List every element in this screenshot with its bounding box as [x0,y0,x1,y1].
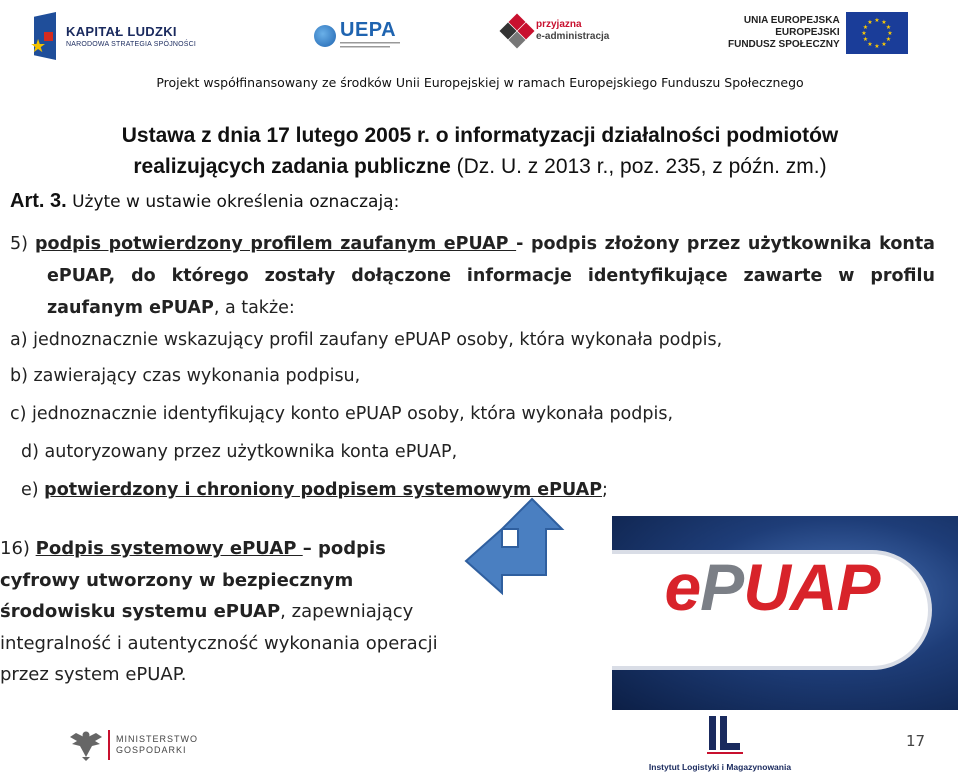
uepa-globe-icon [314,25,336,47]
item-e-suffix: ; [602,480,608,500]
ilim-name: Instytut Logistyki i Magazynowania [648,762,792,772]
arrow-up-left-icon [462,497,566,601]
list-item: a) jednoznacznie wskazujący profil zaufany ePUAP osoby, która wykonała podpis, [10,330,723,350]
def5-number: 5) [10,234,36,254]
uepa-title: UEPA [340,19,397,41]
kapital-ludzki-logo [30,10,196,62]
svg-text:★: ★ [885,36,891,43]
svg-text:★: ★ [862,24,868,31]
item-e-text: potwierdzony i chroniony podpisem systemowym ePUAP [44,480,603,500]
def5-term: podpis potwierdzony profilem zaufanym ePUAP [35,234,517,254]
uepa-logo [314,20,410,52]
kapital-ludzki-title: KAPITAŁ LUDZKI [66,24,177,39]
svg-text:★: ★ [880,41,887,48]
ue-line3: FUNDUSZ SPOŁECZNY [728,39,840,50]
svg-text:★: ★ [880,19,887,26]
list-item: b) zawierający czas wykonania podpisu, [10,366,361,386]
ministerstwo-gospodarki-logo [68,727,198,763]
svg-text:★: ★ [866,19,873,26]
svg-text:★: ★ [860,30,867,37]
eu-social-fund-logo [728,12,908,54]
def16-number: 16) [0,538,36,559]
pea-line1: przyjazna [536,19,582,30]
list-item: c) jednoznacznie identyfikujący konto ePUAP osoby, która wykonała podpis, [10,404,674,424]
mg-line2: GOSPODARKI [116,745,187,755]
def16-tail: , zapewniający integralność i autentyczność wykonania operacji przez system ePUAP. [0,601,438,685]
definition-16 [0,533,465,691]
def16-term: Podpis systemowy ePUAP [35,538,303,559]
diamond-cluster-icon [502,16,532,46]
przyjazna-e-administracja-logo [502,16,609,46]
svg-text:★: ★ [873,17,880,24]
epuap-logo-text: ePUAP [664,550,880,624]
article-text: Użyte w ustawie określenia oznaczają: [66,192,400,212]
list-item: d) autoryzowany przez użytkownika konta ePUAP, [21,442,458,462]
ue-line1: UNIA EUROPEJSKA [743,15,840,26]
def16-dash-text: – podpis cyfrowy utworzony w bezpiecznym środowisku systemu ePUAP [0,538,386,622]
ilim-mark-icon [705,714,745,756]
page-title [50,120,910,182]
def5-text: podpis złożony przez użytkownika konta ePUAP, do którego zostały dołączone informacje identyfikujące zawarte w profilu zaufanym ePUAP [47,234,935,318]
svg-text:★: ★ [862,36,868,43]
ilim-logo [645,714,795,774]
definition-5 [10,228,935,324]
mg-line1: MINISTERSTWO [116,734,198,744]
page-number: 17 [906,732,926,750]
def5-tail: , a także: [213,298,295,318]
cofinance-statement: Projekt współfinansowany ze środków Unii Europejskiej w ramach Europejskiego Funduszu Społecznego [156,75,804,90]
article-label: Art. 3. [10,190,67,212]
title-line2-citation: (Dz. U. z 2013 r., poz. 235, z późn. zm.) [450,155,827,178]
svg-text:★: ★ [886,30,893,37]
pea-line2: e-administracja [536,31,610,42]
kapital-ludzki-mark-icon: ★ [30,12,60,60]
title-line1: Ustawa z dnia 17 lutego 2005 r. o informatyzacji działalności podmiotów [121,124,839,147]
eagle-emblem-icon [68,727,104,763]
ue-line2: EUROPEJSKI [775,27,840,38]
epuap-banner [612,516,958,710]
uepa-subtitle [340,40,410,52]
svg-text:★: ★ [885,24,891,31]
eu-flag-icon [846,12,908,54]
article-heading [10,190,399,213]
item-e-prefix: e) [21,480,45,500]
def5-dash: - [516,234,531,254]
svg-text:★: ★ [866,41,873,48]
kapital-ludzki-subtitle: NARODOWA STRATEGIA SPÓJNOŚCI [66,41,197,48]
svg-text:★: ★ [873,43,880,50]
title-line2-bold: realizujących zadania publiczne [133,155,451,178]
